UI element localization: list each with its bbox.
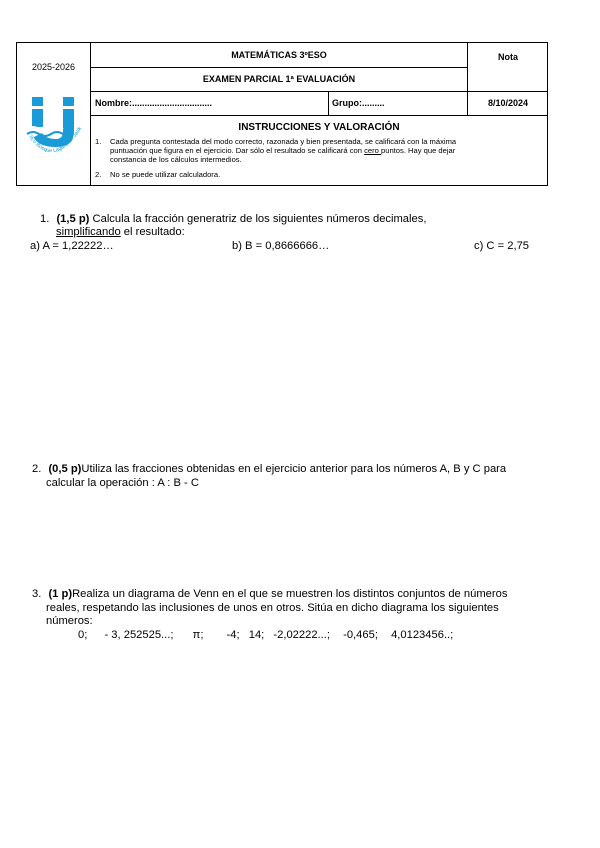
group-field: Grupo:......... (332, 98, 385, 108)
subject-title: MATEMÁTICAS 3ºESO (231, 50, 327, 60)
question-2: 2. (0,5 p)Utiliza las fracciones obtenidas en el ejercicio anterior para los números A, B y C para (32, 463, 507, 475)
instructions-title: INSTRUCCIONES Y VALORACIÓN (238, 122, 400, 133)
question-1-part-a: a) A = 1,22222… (30, 240, 114, 252)
exam-date: 8/10/2024 (487, 98, 529, 108)
svg-text:IES Bosque Laguna de Jaskel: IES Bosque Laguna de Jask (27, 125, 84, 155)
question-2-line2: calcular la operación : A : B - C (46, 477, 199, 489)
exam-title: EXAMEN PARCIAL 1ª EVALUACIÓN (202, 74, 356, 84)
question-3-line3: números: (46, 615, 93, 627)
name-field: Nombre:................................ (95, 98, 213, 108)
question-3: 3. (1 p)Realiza un diagrama de Venn en el que se muestren los distintos conjuntos de números (32, 588, 508, 600)
number-item: -2,02222...; (273, 629, 330, 641)
school-year: 2025-2026 (31, 62, 76, 72)
question-3-line2: reales, respetando las inclusiones de unos en otros. Sitúa en dicho diagrama los siguientes (46, 602, 499, 614)
number-item: -0,465; (343, 629, 378, 641)
number-item: 4,0123456..; (391, 629, 454, 641)
grade-label: Nota (498, 52, 518, 62)
number-item: 0; (78, 629, 88, 641)
number-item: π; (192, 629, 204, 641)
question-1-part-b: b) B = 0,8666666… (232, 240, 330, 252)
question-3-numbers (78, 629, 453, 642)
question-1-line2: simplificando el resultado: (56, 226, 185, 238)
question-1-part-c: c) C = 2,75 (474, 240, 530, 252)
school-logo-icon (23, 93, 85, 165)
number-item: - 3, 252525...; (104, 629, 174, 641)
number-item: 14; (248, 629, 265, 641)
question-1: 1. (1,5 p) Calcula la fracción generatriz de los siguientes números decimales, (40, 213, 427, 225)
number-item: -4; (226, 629, 240, 641)
exam-header: 2025-2026 MATEMÁTICAS 3ºESO EXAMEN PARCIAL 1ª EVALUACIÓN Nota Nombre:................................ Grupo:......... 8/10/2024 IES Bosque Laguna de Jask INSTRUCCIONES Y VALORACIÓN 1. Cada pregunta contestada del modo correcto, razonada y bien presentada, se calificará con la máxima puntuación que figura en el ejercicio. Dar sólo el resultado se calificará con cero puntos. Hay que dejar constancia de los cálculos intermedios. 2. No se puede utilizar calculadora. (16, 42, 548, 186)
